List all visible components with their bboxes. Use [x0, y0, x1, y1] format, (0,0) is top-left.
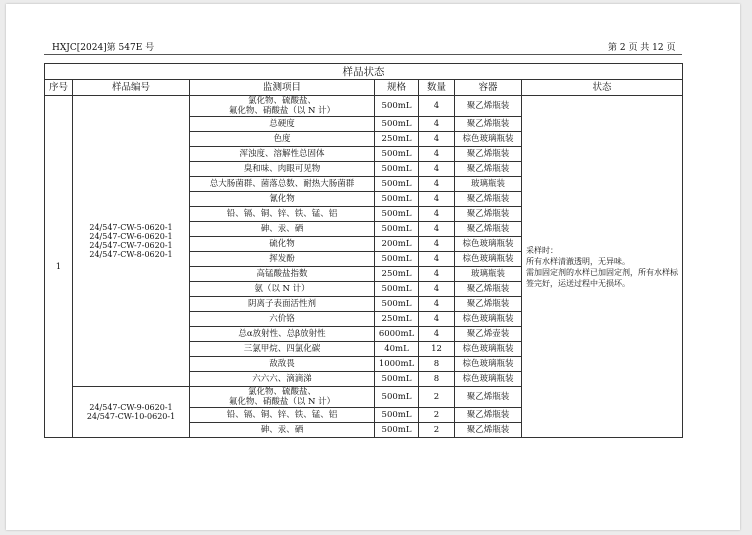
quantity: 4	[419, 96, 455, 117]
page-indicator: 第 2 页 共 12 页	[608, 43, 676, 53]
text-line: 氨（以 N 计）	[254, 284, 310, 294]
text-line: 氰化物	[269, 194, 295, 204]
test-item	[190, 267, 375, 282]
header-spec: 规格	[375, 80, 419, 96]
header-sample-code: 样品编号	[73, 80, 190, 96]
container-type: 棕色玻璃瓶装	[455, 372, 522, 387]
sample-code-group	[73, 387, 190, 438]
quantity: 4	[419, 192, 455, 207]
test-item	[190, 192, 375, 207]
test-item	[190, 222, 375, 237]
container-type: 聚乙烯瓶装	[455, 387, 522, 408]
spec: 500mL	[375, 96, 419, 117]
spec: 500mL	[375, 222, 419, 237]
text-line: 砷、汞、硒	[260, 425, 304, 435]
text-line: 高锰酸盐指数	[256, 269, 308, 279]
header-seq: 序号	[45, 80, 73, 96]
quantity: 2	[419, 408, 455, 423]
text-line: 24/547-CW-8-0620-1	[89, 250, 173, 259]
text-line: 阴离子表面活性剂	[247, 299, 316, 309]
header-divider	[44, 54, 682, 55]
quantity: 4	[419, 177, 455, 192]
container-type: 玻璃瓶装	[455, 177, 522, 192]
text-line: 需加固定剂的水样已加固定剂，所有水样标签完好，运送过程中无损坏。	[526, 267, 678, 288]
text-line: 氯化物、硫酸盐、	[247, 96, 316, 106]
container-type: 棕色玻璃瓶装	[455, 312, 522, 327]
quantity: 8	[419, 357, 455, 372]
container-type: 聚乙烯瓶装	[455, 192, 522, 207]
spec: 500mL	[375, 192, 419, 207]
test-item	[190, 96, 375, 117]
text-line: 24/547-CW-6-0620-1	[89, 232, 173, 241]
quantity: 4	[419, 222, 455, 237]
quantity: 4	[419, 132, 455, 147]
text-line: 三氯甲烷、四氯化碳	[243, 344, 321, 354]
test-item	[190, 408, 375, 423]
sample-code-group	[73, 96, 190, 387]
quantity: 4	[419, 252, 455, 267]
header-test-item: 监测项目	[190, 80, 375, 96]
report-number: HXJC[2024]第 547E 号	[52, 43, 155, 53]
spec: 6000mL	[375, 327, 419, 342]
spec: 200mL	[375, 237, 419, 252]
container-type: 聚乙烯瓶装	[455, 282, 522, 297]
spec: 500mL	[375, 177, 419, 192]
spec: 500mL	[375, 372, 419, 387]
text-line: 总α放射性、总β放射性	[238, 329, 326, 339]
text-line: 24/547-CW-9-0620-1	[89, 403, 173, 412]
quantity: 4	[419, 207, 455, 222]
header-status: 状态	[522, 80, 683, 96]
test-item	[190, 387, 375, 408]
table-row	[45, 96, 683, 117]
test-item	[190, 252, 375, 267]
header-container: 容器	[455, 80, 522, 96]
text-line: 敌敌畏	[269, 359, 295, 369]
container-type: 棕色玻璃瓶装	[455, 132, 522, 147]
container-type: 棕色玻璃瓶装	[455, 342, 522, 357]
text-line: 砷、汞、硒	[260, 224, 304, 234]
spec: 1000mL	[375, 357, 419, 372]
test-item	[190, 162, 375, 177]
text-line: 24/547-CW-10-0620-1	[86, 412, 176, 421]
container-type: 聚乙烯瓶装	[455, 297, 522, 312]
container-type: 棕色玻璃瓶装	[455, 357, 522, 372]
text-line: 总大肠菌群、菌落总数、耐热大肠菌群	[209, 179, 355, 189]
test-item	[190, 132, 375, 147]
spec: 500mL	[375, 387, 419, 408]
container-type: 聚乙烯瓶装	[455, 222, 522, 237]
test-item	[190, 423, 375, 438]
container-type: 聚乙烯瓶装	[455, 96, 522, 117]
spec: 250mL	[375, 267, 419, 282]
container-type: 聚乙烯瓶装	[455, 117, 522, 132]
text-line: 氟化物、硝酸盐（以 N 计）	[228, 397, 336, 407]
text-line: 氯化物、硫酸盐、	[247, 387, 316, 397]
container-type: 聚乙烯瓶装	[455, 162, 522, 177]
spec: 500mL	[375, 207, 419, 222]
quantity: 4	[419, 267, 455, 282]
quantity: 4	[419, 312, 455, 327]
header-quantity: 数量	[419, 80, 455, 96]
spec: 500mL	[375, 282, 419, 297]
quantity: 4	[419, 237, 455, 252]
test-item	[190, 147, 375, 162]
text-line: 挥发酚	[269, 254, 295, 264]
spec: 500mL	[375, 162, 419, 177]
text-line: 铅、镉、铜、锌、铁、锰、铝	[226, 410, 338, 420]
text-line: 六六六、滴滴涕	[252, 374, 312, 384]
test-item	[190, 237, 375, 252]
quantity: 12	[419, 342, 455, 357]
text-line: 臭和味、肉眼可见物	[243, 164, 321, 174]
container-type: 聚乙烯壶装	[455, 327, 522, 342]
quantity: 2	[419, 387, 455, 408]
quantity: 2	[419, 423, 455, 438]
text-line: 24/547-CW-5-0620-1	[89, 223, 173, 232]
test-item	[190, 327, 375, 342]
text-line: 浑浊度、溶解性总固体	[239, 149, 325, 159]
seq-number: 1	[45, 96, 73, 438]
test-item	[190, 297, 375, 312]
container-type: 聚乙烯瓶装	[455, 423, 522, 438]
spec: 250mL	[375, 312, 419, 327]
spec: 40mL	[375, 342, 419, 357]
container-type: 棕色玻璃瓶装	[455, 237, 522, 252]
text-line: 硫化物	[269, 239, 295, 249]
spec: 500mL	[375, 408, 419, 423]
test-item	[190, 312, 375, 327]
quantity: 4	[419, 162, 455, 177]
test-item	[190, 372, 375, 387]
text-line: 六价铬	[269, 314, 295, 324]
text-line: 铅、镉、铜、锌、铁、锰、铝	[226, 209, 338, 219]
spec: 500mL	[375, 252, 419, 267]
container-type: 聚乙烯瓶装	[455, 147, 522, 162]
status-note	[522, 96, 683, 438]
text-line: 氟化物、硝酸盐（以 N 计）	[228, 106, 336, 116]
container-type: 棕色玻璃瓶装	[455, 252, 522, 267]
test-item	[190, 207, 375, 222]
quantity: 4	[419, 282, 455, 297]
quantity: 4	[419, 147, 455, 162]
quantity: 4	[419, 297, 455, 312]
spec: 250mL	[375, 132, 419, 147]
quantity: 4	[419, 117, 455, 132]
spec: 500mL	[375, 117, 419, 132]
test-item	[190, 117, 375, 132]
text-line: 24/547-CW-7-0620-1	[89, 241, 173, 250]
container-type: 聚乙烯瓶装	[455, 207, 522, 222]
table-title: 样品状态	[45, 64, 683, 80]
text-line: 所有水样清澈透明，无异味。	[526, 256, 630, 266]
test-item	[190, 177, 375, 192]
container-type: 玻璃瓶装	[455, 267, 522, 282]
container-type: 聚乙烯瓶装	[455, 408, 522, 423]
test-item	[190, 357, 375, 372]
text-line: 总硬度	[269, 119, 295, 129]
quantity: 4	[419, 327, 455, 342]
spec: 500mL	[375, 147, 419, 162]
test-item	[190, 282, 375, 297]
test-item	[190, 342, 375, 357]
quantity: 8	[419, 372, 455, 387]
text-line: 采样时：	[526, 245, 558, 255]
sample-status-table	[44, 63, 683, 438]
spec: 500mL	[375, 423, 419, 438]
text-line: 色度	[273, 134, 291, 144]
spec: 500mL	[375, 297, 419, 312]
